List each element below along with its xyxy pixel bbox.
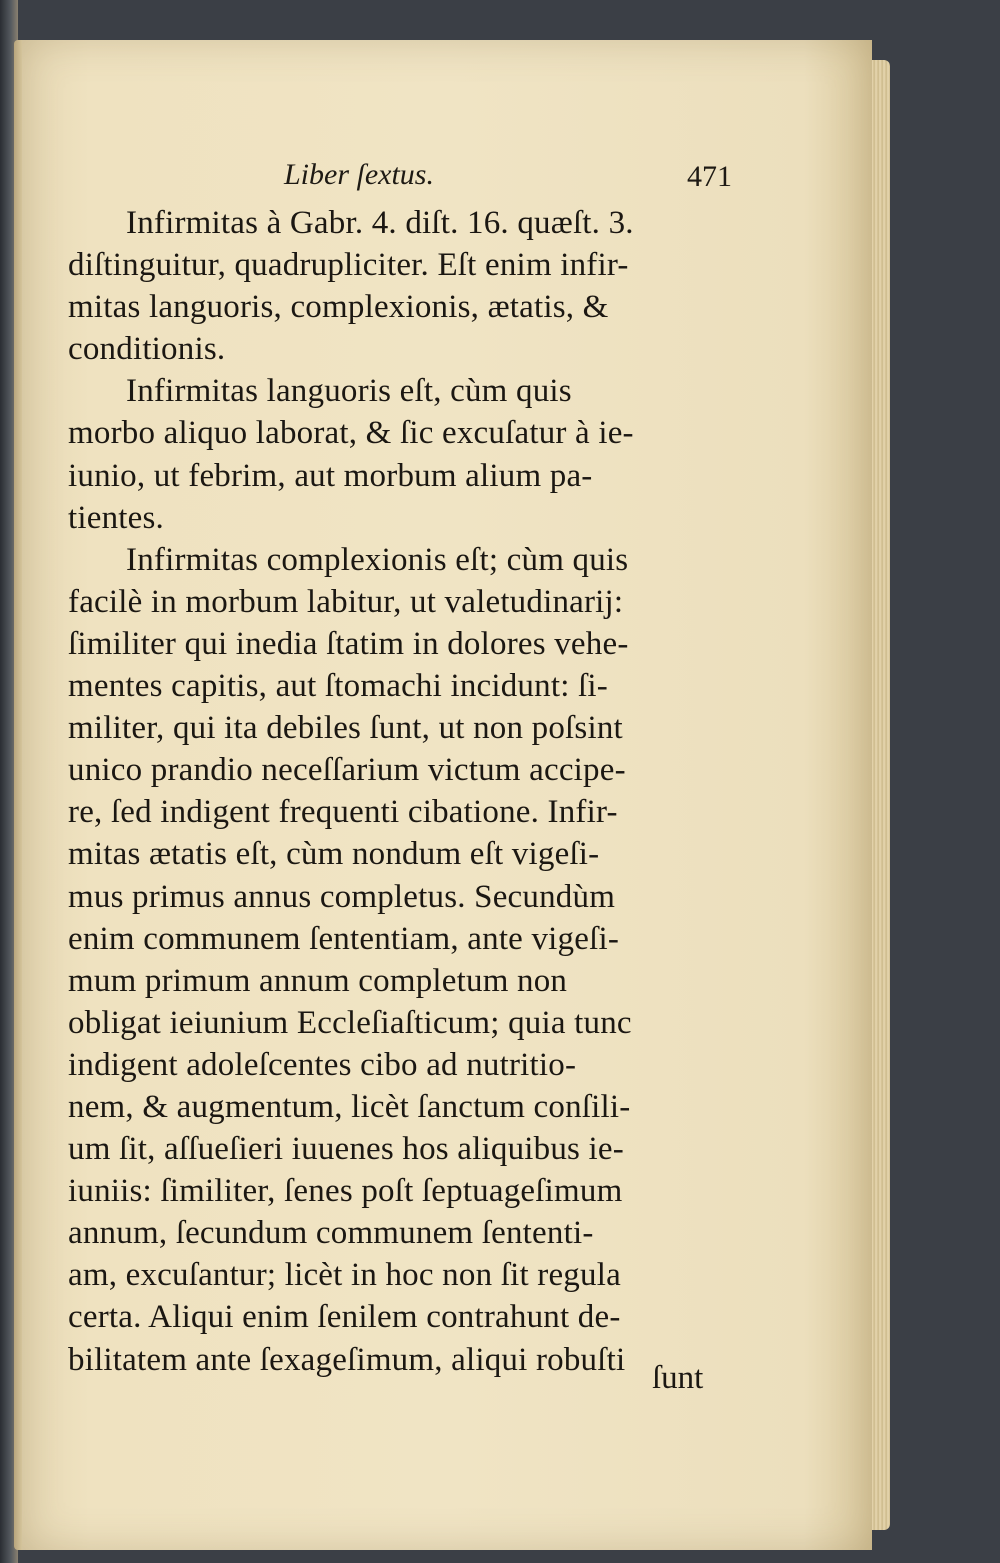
text-line: Infirmitas languoris eſt, cùm quis <box>126 373 572 410</box>
text-line: obligat ieiunium Eccleſiaſticum; quia tunc <box>68 1004 632 1041</box>
text-line: conditionis. <box>68 331 226 368</box>
book-page <box>22 40 872 1550</box>
page-header <box>62 158 732 198</box>
text-line: re, ſed indigent frequenti cibatione. Infir- <box>68 794 618 831</box>
text-line: unico prandio neceſſarium victum accipe- <box>68 752 626 789</box>
body-text <box>68 202 728 1381</box>
text-line: iunio, ut febrim, aut morbum alium pa- <box>68 457 593 494</box>
text-line: facilè in morbum labitur, ut valetudinarij: <box>68 583 624 620</box>
text-line: diſtinguitur, quadrupliciter. Eſt enim infir- <box>68 247 629 284</box>
text-line: militer, qui ita debiles ſunt, ut non poſsint <box>68 710 623 747</box>
text-line: annum, ſecundum communem ſententi- <box>68 1215 594 1252</box>
catchword: ſunt <box>652 1360 704 1396</box>
text-line: morbo aliquo laborat, & ſic excuſatur à ie- <box>68 415 634 452</box>
text-line: mitas languoris, complexionis, ætatis, & <box>68 289 609 326</box>
text-line: mum primum annum completum non <box>68 962 568 999</box>
text-line: Infirmitas complexionis eſt; cùm quis <box>126 541 629 578</box>
text-line: bilitatem ante ſexageſimum, aliqui robuſti <box>68 1341 626 1378</box>
text-line: Infirmitas à Gabr. 4. diſt. 16. quæſt. 3. <box>126 205 634 241</box>
text-line: enim communem ſententiam, ante vigeſi- <box>68 920 620 957</box>
text-line: um ſit, aſſueſieri iuuenes hos aliquibus ie- <box>68 1131 624 1168</box>
text-line: indigent adoleſcentes cibo ad nutritio- <box>68 1046 577 1083</box>
text-line: tientes. <box>68 499 164 536</box>
text-line: iuniis: ſimiliter, ſenes poſt ſeptuageſimum <box>68 1173 623 1210</box>
text-line: ſimiliter qui inedia ſtatim in dolores vehe- <box>68 625 629 662</box>
text-line: mentes capitis, aut ſtomachi incidunt: ſi- <box>68 668 608 705</box>
page-number: 471 <box>687 160 732 193</box>
text-line: am, excuſantur; licèt in hoc non ſit regula <box>68 1257 621 1294</box>
text-line: mus primus annus completus. Secundùm <box>68 878 616 915</box>
text-line: certa. Aliqui enim ſenilem contrahunt de- <box>68 1299 621 1336</box>
text-line: nem, & augmentum, licèt ſanctum conſili- <box>68 1088 631 1125</box>
text-line: mitas ætatis eſt, cùm nondum eſt vigeſi- <box>68 836 600 873</box>
running-head: Liber ſextus. <box>284 158 434 191</box>
